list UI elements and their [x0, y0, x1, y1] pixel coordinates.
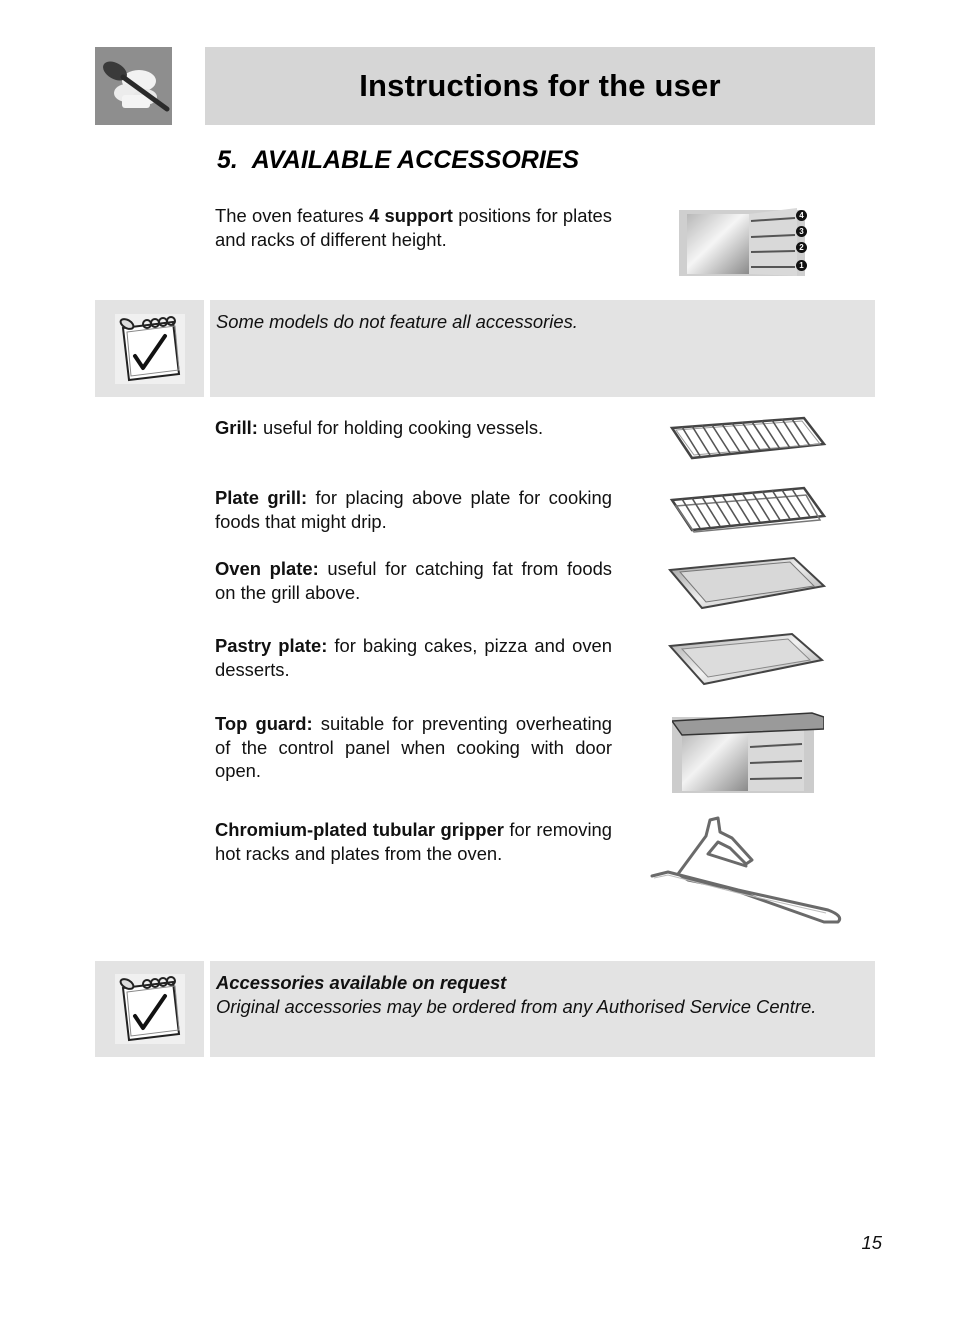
- oven-plate-icon: [668, 556, 828, 612]
- oven-plate-illustration: [668, 556, 828, 612]
- oven-level-badge: 2: [796, 242, 807, 253]
- accessory-description: useful for catching fat from foods on the grill above.: [215, 558, 612, 603]
- oven-level-badge: 4: [796, 210, 807, 221]
- accessory-name: Oven plate:: [215, 558, 319, 579]
- intro-text-start: The oven features: [215, 205, 369, 226]
- note-box: [210, 961, 875, 1057]
- notepad-check-icon: [113, 312, 187, 386]
- section-number: 5.: [217, 146, 238, 174]
- note-text: Original accessories may be ordered from any Authorised Service Centre.: [216, 995, 817, 1017]
- plate-grill-icon: [668, 484, 828, 536]
- accessory-description: for placing above plate for cooking foods that might drip.: [215, 487, 612, 532]
- accessory-description: for baking cakes, pizza and oven desserts.: [215, 635, 612, 680]
- page-number: 15: [861, 1232, 882, 1253]
- accessory-name: Top guard:: [215, 713, 313, 734]
- note-box: [210, 300, 875, 397]
- accessory-name: Pastry plate:: [215, 635, 328, 656]
- oven-level-labels: [796, 210, 807, 271]
- intro-paragraph: [215, 204, 612, 251]
- accessory-name: Plate grill:: [215, 487, 308, 508]
- accessory-description: suitable for preventing overheating of the control panel when cooking with door open.: [215, 713, 612, 781]
- oven-cavity-illustration: [679, 204, 809, 278]
- tubular-gripper-illustration: [648, 814, 848, 929]
- logo: [95, 47, 172, 125]
- accessory-top-guard: [215, 712, 612, 783]
- section-heading: [217, 146, 579, 175]
- accessory-name: Chromium-plated tubular gripper: [215, 819, 504, 840]
- header-bar: [205, 47, 875, 125]
- chef-spoon-icon: [95, 47, 172, 125]
- pastry-plate-icon: [668, 632, 828, 688]
- accessory-description: useful for holding cooking vessels.: [257, 417, 544, 438]
- section-title: AVAILABLE ACCESSORIES: [251, 146, 580, 174]
- grill-rack-icon: [668, 414, 828, 464]
- intro-text-bold: 4 support: [368, 205, 453, 226]
- notepad-check-icon: [113, 972, 187, 1046]
- oven-cavity-icon: [679, 204, 809, 278]
- note-title: Accessories available on request: [216, 972, 507, 993]
- note-text: Some models do not feature all accessories.: [216, 311, 578, 332]
- accessory-description: for removing hot racks and plates from the oven.: [215, 819, 612, 864]
- pastry-plate-illustration: [668, 632, 828, 688]
- top-guard-icon: [672, 711, 824, 793]
- note-icon-box: [95, 300, 204, 397]
- tubular-gripper-icon: [648, 814, 848, 929]
- oven-level-badge: 3: [796, 226, 807, 237]
- note-icon-box: [95, 961, 204, 1057]
- accessory-plate-grill: [215, 486, 612, 533]
- note-content: [216, 971, 868, 1018]
- accessory-name: Grill:: [215, 417, 258, 438]
- accessory-oven-plate: [215, 557, 612, 604]
- grill-illustration: [668, 414, 828, 464]
- page-title: Instructions for the user: [359, 68, 721, 103]
- top-guard-illustration: [672, 711, 824, 793]
- accessory-grill: [215, 416, 612, 440]
- plate-grill-illustration: [668, 484, 828, 536]
- accessory-tubular-gripper: [215, 818, 612, 865]
- oven-level-badge: 1: [796, 260, 807, 271]
- intro-text-end: positions for plates and racks of different height.: [215, 205, 612, 250]
- accessory-pastry-plate: [215, 634, 612, 681]
